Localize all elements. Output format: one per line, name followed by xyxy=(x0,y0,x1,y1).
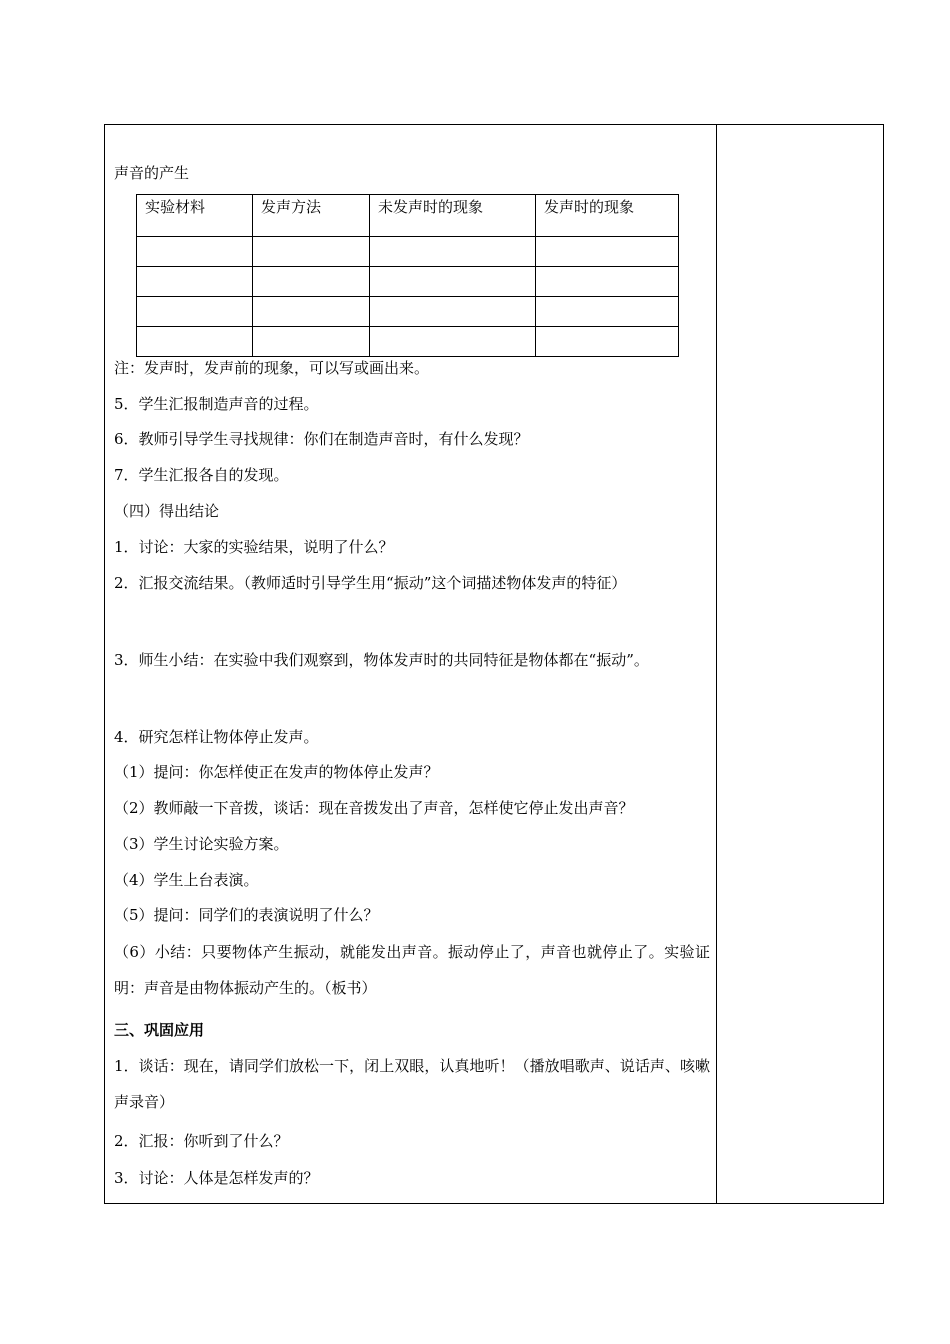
table-cell xyxy=(253,297,370,327)
notes-column-divider xyxy=(716,124,717,1204)
sub-step-4: （4）学生上台表演。 xyxy=(114,871,259,889)
table-cell xyxy=(536,267,679,297)
table-cell xyxy=(370,297,536,327)
table-cell xyxy=(137,297,253,327)
note-text: 注：发声时，发声前的现象，可以写或画出来。 xyxy=(114,359,430,377)
table-header-cell: 发声方法 xyxy=(253,195,370,237)
experiment-table xyxy=(136,194,679,357)
table-cell xyxy=(137,267,253,297)
table-row xyxy=(137,297,679,327)
step-5: 5．学生汇报制造声音的过程。 xyxy=(114,395,319,413)
table-cell xyxy=(253,327,370,357)
step-6: 6．教师引导学生寻找规律：你们在制造声音时，有什么发现？ xyxy=(114,430,529,448)
table-cell xyxy=(137,327,253,357)
table-cell xyxy=(253,237,370,267)
apply-1: 1．谈话：现在，请同学们放松一下，闭上双眼，认真地听！（播放唱歌声、说话声、咳嗽声录音） xyxy=(114,1057,710,1111)
sub-step-3: （3）学生讨论实验方案。 xyxy=(114,835,289,853)
table-cell xyxy=(370,237,536,267)
sub-step-5: （5）提问：同学们的表演说明了什么？ xyxy=(114,906,379,924)
table-cell xyxy=(370,327,536,357)
sub-step-6: （6）小结：只要物体产生振动，就能发出声音。振动停止了，声音也就停止了。实验证明：声音是由物体振动产生的。（板书） xyxy=(114,943,710,997)
table-cell xyxy=(253,267,370,297)
section-title: 声音的产生 xyxy=(114,164,190,182)
table-cell xyxy=(370,267,536,297)
table-header-cell: 实验材料 xyxy=(137,195,253,237)
table-row xyxy=(137,327,679,357)
apply-2: 2．汇报：你听到了什么？ xyxy=(114,1132,289,1150)
subsection-heading: （四）得出结论 xyxy=(114,502,220,520)
table-header-cell: 发声时的现象 xyxy=(536,195,679,237)
step-7: 7．学生汇报各自的发现。 xyxy=(114,466,289,484)
table-header-row xyxy=(137,195,679,237)
conclusion-3: 3．师生小结：在实验中我们观察到，物体发声时的共同特征是物体都在“振动”。 xyxy=(114,651,649,669)
sub-step-2: （2）教师敲一下音拨，谈话：现在音拨发出了声音，怎样使它停止发出声音？ xyxy=(114,799,634,817)
section-heading: 三、巩固应用 xyxy=(114,1021,205,1039)
table-row xyxy=(137,267,679,297)
table-header-cell: 未发声时的现象 xyxy=(370,195,536,237)
table-row xyxy=(137,237,679,267)
table-cell xyxy=(536,327,679,357)
conclusion-1: 1．讨论：大家的实验结果，说明了什么？ xyxy=(114,538,394,556)
table-cell xyxy=(536,237,679,267)
table-cell xyxy=(137,237,253,267)
conclusion-2: 2．汇报交流结果。（教师适时引导学生用“振动”这个词描述物体发声的特征） xyxy=(114,574,627,592)
conclusion-4: 4．研究怎样让物体停止发声。 xyxy=(114,728,319,746)
sub-step-1: （1）提问：你怎样使正在发声的物体停止发声？ xyxy=(114,763,439,781)
table-cell xyxy=(536,297,679,327)
apply-3: 3．讨论：人体是怎样发声的？ xyxy=(114,1169,319,1187)
